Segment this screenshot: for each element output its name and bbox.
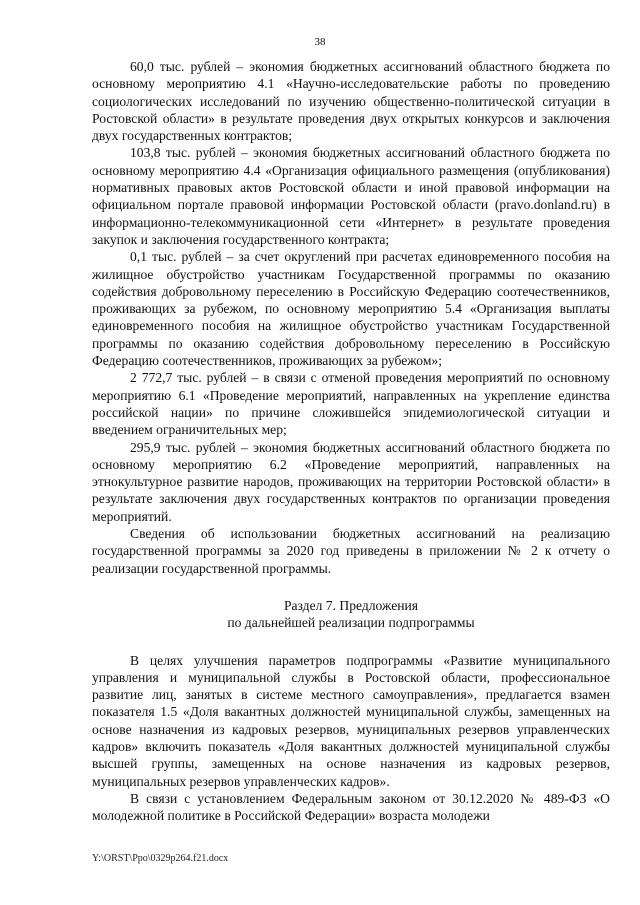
paragraph: 295,9 тыс. рублей – экономия бюджетных ассигнований областного бюджета по основному мероприятию 6.2 «Проведение мероприятий, направленных на этнокультурное развитие народов, проживающих на территории Ростовской области» в результате заключения двух государственных контрактов по организации проведения мероприятий. xyxy=(92,439,610,524)
footer-file-path: Y:\ORST\Ppo\0329p264.f21.docx xyxy=(92,853,229,864)
paragraph: В связи с установлением Федеральным законом от 30.12.2020 № 489-ФЗ «О молодежной политике в Российской Федерации» возраста молодежи xyxy=(92,790,610,824)
paragraph: 60,0 тыс. рублей – экономия бюджетных ассигнований областного бюджета по основному мероприятию 4.1 «Научно-исследовательские работы по проведению социологических исследований по изучению общественно-политической ситуации в Ростовской области» в результате проведения двух открытых конкурсов и заключения двух государственных контрактов; xyxy=(92,59,610,144)
section-title-line-1: Раздел 7. Предложения xyxy=(283,597,419,613)
body-text xyxy=(92,58,610,824)
paragraph: Сведения об использовании бюджетных ассигнований на реализацию государственной программы за 2020 год приведены в приложении № 2 к отчету о реализации государственной программы. xyxy=(92,526,610,576)
paragraph: 0,1 тыс. рублей – за счет округлений при расчетах единовременного пособия на жилищное обустройство участникам Государственной программы по оказанию содействия добровольному переселению в Российскую Федерацию соотечественников, проживающих за рубежом, по основному мероприятию 5.4 «Организация выплаты единовременного пособия на жилищное обустройство участникам Государственной программы по оказанию содействия добровольному переселению в Российскую Федерацию соотечественников, проживающих за рубежом»; xyxy=(92,249,610,369)
paragraph: 103,8 тыс. рублей – экономия бюджетных ассигнований областного бюджета по основному мероприятию 4.4 «Организация официального размещения (опубликования) нормативных правовых актов Ростовской области и иной правовой информации на официальном портале правовой информации Ростовской области (pravo.donland.ru) в информационно-телекоммуникационной сети «Интернет» в результате проведения закупок и заключения государственного контракта; xyxy=(92,145,610,247)
paragraph: 2 772,7 тыс. рублей – в связи с отменой проведения мероприятий по основному мероприятию 6.1 «Проведение мероприятий, направленных на укрепление единства российской нации» по причине сложившейся эпидемиологической ситуации и введением ограничительных мер; xyxy=(92,370,610,438)
paragraph: В целях улучшения параметров подпрограммы «Развитие муниципального управления и муниципальной службы в Ростовской области, профессиональное развитие лиц, занятых в системе местного самоуправления», предлагается взамен показателя 1.5 «Доля вакантных должностей муниципальной службы, замещенных на основе назначения из кадровых резервов, муниципальных резервов управленческих кадров» включить показатель «Доля вакантных должностей муниципальной службы высшей группы, замещенных на основе назначения из кадровых резервов, муниципальных резервов управленческих кадров». xyxy=(92,652,610,789)
section-title-line-2: по дальнейшей реализации подпрограммы xyxy=(227,615,475,631)
section-title xyxy=(92,597,610,632)
page-number: 38 xyxy=(314,36,326,48)
